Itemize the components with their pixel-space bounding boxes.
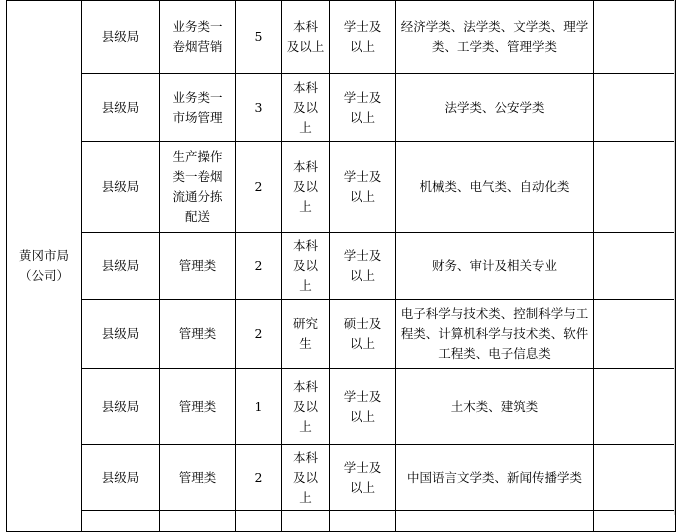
remark-cell xyxy=(594,74,676,142)
major-cell: 机械类、电气类、自动化类 xyxy=(396,142,594,233)
unit-cell: 黄冈市局 （公司） xyxy=(7,1,82,532)
table-row xyxy=(7,445,676,511)
education-cell: 本科 及以 上 xyxy=(282,233,330,300)
table-row xyxy=(7,511,676,532)
major-cell: 中国语言文学类、新闻传播学类 xyxy=(396,445,594,511)
major-cell: 经济学类、法学类、文学类、理学类、工学类、管理学类 xyxy=(396,1,594,74)
category-cell: 管理类 xyxy=(160,233,236,300)
major-cell: 土木类、建筑类 xyxy=(396,369,594,445)
remark-cell xyxy=(594,300,676,369)
level-cell: 县级局 xyxy=(82,233,160,300)
table-row xyxy=(7,142,676,233)
remark-cell xyxy=(594,511,676,532)
count-cell: 1 xyxy=(236,369,282,445)
degree-cell: 学士及 以上 xyxy=(330,233,396,300)
remark-cell xyxy=(594,142,676,233)
education-cell: 本科 及以 上 xyxy=(282,369,330,445)
degree-cell: 学士及 以上 xyxy=(330,74,396,142)
category-cell: 管理类 xyxy=(160,445,236,511)
category-cell xyxy=(160,511,236,532)
count-cell: 2 xyxy=(236,300,282,369)
remark-cell xyxy=(594,445,676,511)
education-cell xyxy=(282,511,330,532)
table-row xyxy=(7,300,676,369)
category-cell: 生产操作 类一卷烟 流通分拣 配送 xyxy=(160,142,236,233)
remark-cell xyxy=(594,1,676,74)
level-cell: 县级局 xyxy=(82,300,160,369)
degree-cell: 学士及 以上 xyxy=(330,1,396,74)
page-edge xyxy=(674,0,675,515)
degree-cell: 硕士及 以上 xyxy=(330,300,396,369)
table-row xyxy=(7,233,676,300)
table-row xyxy=(7,1,676,74)
count-cell: 3 xyxy=(236,74,282,142)
count-cell: 2 xyxy=(236,445,282,511)
count-cell: 2 xyxy=(236,233,282,300)
degree-cell: 学士及 以上 xyxy=(330,445,396,511)
count-cell: 5 xyxy=(236,1,282,74)
level-cell: 县级局 xyxy=(82,445,160,511)
count-cell: 2 xyxy=(236,142,282,233)
major-cell: 法学类、公安学类 xyxy=(396,74,594,142)
remark-cell xyxy=(594,369,676,445)
education-cell: 本科 及以 上 xyxy=(282,142,330,233)
level-cell: 县级局 xyxy=(82,369,160,445)
education-cell: 本科 及以上 xyxy=(282,1,330,74)
category-cell: 管理类 xyxy=(160,369,236,445)
category-cell: 管理类 xyxy=(160,300,236,369)
major-cell: 电子科学与技术类、控制科学与工程类、计算机科学与技术类、软件工程类、电子信息类 xyxy=(396,300,594,369)
level-cell: 县级局 xyxy=(82,74,160,142)
table-row xyxy=(7,74,676,142)
degree-cell: 学士及 以上 xyxy=(330,142,396,233)
degree-cell: 学士及 以上 xyxy=(330,369,396,445)
remark-cell xyxy=(594,233,676,300)
table-row xyxy=(7,369,676,445)
category-cell: 业务类一 卷烟营销 xyxy=(160,1,236,74)
major-cell: 财务、审计及相关专业 xyxy=(396,233,594,300)
education-cell: 本科 及以 上 xyxy=(282,445,330,511)
recruitment-table xyxy=(6,0,676,532)
level-cell: 县级局 xyxy=(82,142,160,233)
level-cell xyxy=(82,511,160,532)
count-cell xyxy=(236,511,282,532)
category-cell: 业务类一 市场管理 xyxy=(160,74,236,142)
degree-cell xyxy=(330,511,396,532)
education-cell: 研究 生 xyxy=(282,300,330,369)
level-cell: 县级局 xyxy=(82,1,160,74)
major-cell xyxy=(396,511,594,532)
education-cell: 本科 及以 上 xyxy=(282,74,330,142)
